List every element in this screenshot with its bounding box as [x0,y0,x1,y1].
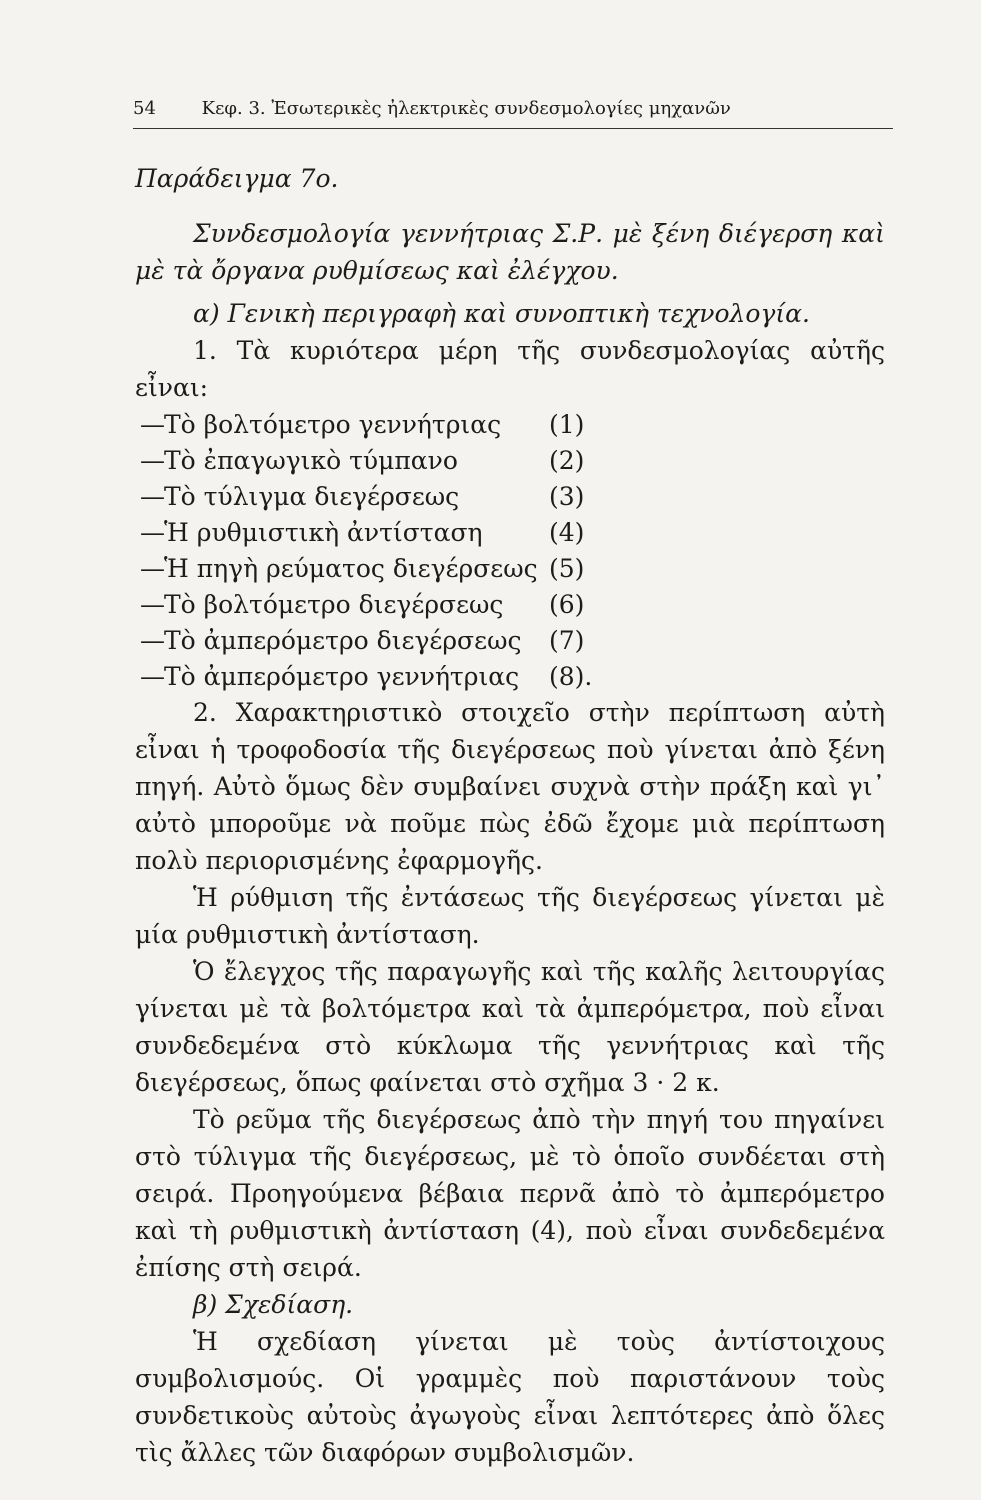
paragraph-control: Ὁ ἔλεγχος τῆς παραγωγῆς καὶ τῆς καλῆς λειτουργίας γίνεται μὲ τὰ βολτόμετρα καὶ τὰ ἀμπερόμετρα, ποὺ εἶναι συνδεδεμένα στὸ κύκλωμα τῆς γεννήτριας καὶ τῆς διεγέρσεως, ὅπως φαίνεται στὸ σχῆμα 3 · 2 κ. [135,957,885,1097]
list-item: — Τὸ ἐπαγωγικὸ τύμπανο (2) [140,446,585,475]
list-item: — Τὸ ἀμπερόμετρο γεννήτριας (8). [140,662,593,691]
list-item: — Τὸ βολτόμετρο γεννήτριας (1) [140,410,585,439]
subtitle: Συνδεσμολογία γεννήτριας Σ.Ρ. μὲ ξένη διέγερση καὶ μὲ τὰ ὄργανα ρυθμίσεως καὶ ἐλέγχου. [135,219,885,285]
paragraph-design: Ἡ σχεδίαση γίνεται μὲ τοὺς ἀντίστοιχους συμβολισμούς. Οἱ γραμμὲς ποὺ παριστάνουν τοὺς συνδετικοὺς αὐτοὺς ἀγωγοὺς εἶναι λεπτότερες ἀπὸ ὅλες τὶς ἄλλες τῶν διαφόρων συμβολισμῶν. [135,1327,885,1467]
list-item: — Ἡ πηγὴ ρεύματος διεγέρσεως (5) [140,554,585,583]
page-body [135,150,885,1471]
section-a-heading: α) Γενικὴ περιγραφὴ καὶ συνοπτικὴ τεχνολογία. [193,299,810,328]
parts-list [140,406,885,694]
example-title: Παράδειγμα 7ο. [135,164,339,193]
list-item: — Τὸ ἀμπερόμετρο διεγέρσεως (7) [140,626,585,655]
point-1-intro: 1. Τὰ κυριότερα μέρη τῆς συνδεσμολογίας αὐτῆς εἶναι: [135,336,885,402]
running-header [133,98,843,119]
page-number: 54 [133,98,156,119]
list-item: — Τὸ βολτόμετρο διεγέρσεως (6) [140,590,585,619]
header-rule [133,128,893,129]
point-2: 2. Χαρακτηριστικὸ στοιχεῖο στὴν περίπτωση αὐτὴ εἶναι ἡ τροφοδοσία τῆς διεγέρσεως ποὺ γίνεται ἀπὸ ξένη πηγή. Αὐτὸ ὅμως δὲν συμβαίνει συχνὰ στὴν πράξη καὶ γι᾽ αὐτὸ μποροῦμε νὰ ποῦμε πὼς ἐδῶ ἔχομε μιὰ περίπτωση πολὺ περιορισμένης ἐφαρμογῆς. [135,698,885,875]
paragraph-regulation: Ἡ ρύθμιση τῆς ἐντάσεως τῆς διεγέρσεως γίνεται μὲ μία ρυθμιστικὴ ἀντίσταση. [135,883,885,949]
list-item: — Ἡ ρυθμιστικὴ ἀντίσταση (4) [140,518,585,547]
paragraph-current: Τὸ ρεῦμα τῆς διεγέρσεως ἀπὸ τὴν πηγή του πηγαίνει στὸ τύλιγμα τῆς διεγέρσεως, μὲ τὸ ὁποῖο συνδέεται στὴ σειρά. Προηγούμενα βέβαια περνᾶ ἀπὸ τὸ ἀμπερόμετρο καὶ τὴ ρυθμιστικὴ ἀντίσταση (4), ποὺ εἶναι συνδεδεμένα ἐπίσης στὴ σειρά. [135,1105,885,1282]
list-item: — Τὸ τύλιγμα διεγέρσεως (3) [140,482,585,511]
running-title: Κεφ. 3. Ἐσωτερικὲς ἠλεκτρικὲς συνδεσμολογίες μηχανῶν [201,98,731,119]
section-b-heading: β) Σχεδίαση. [193,1290,354,1319]
